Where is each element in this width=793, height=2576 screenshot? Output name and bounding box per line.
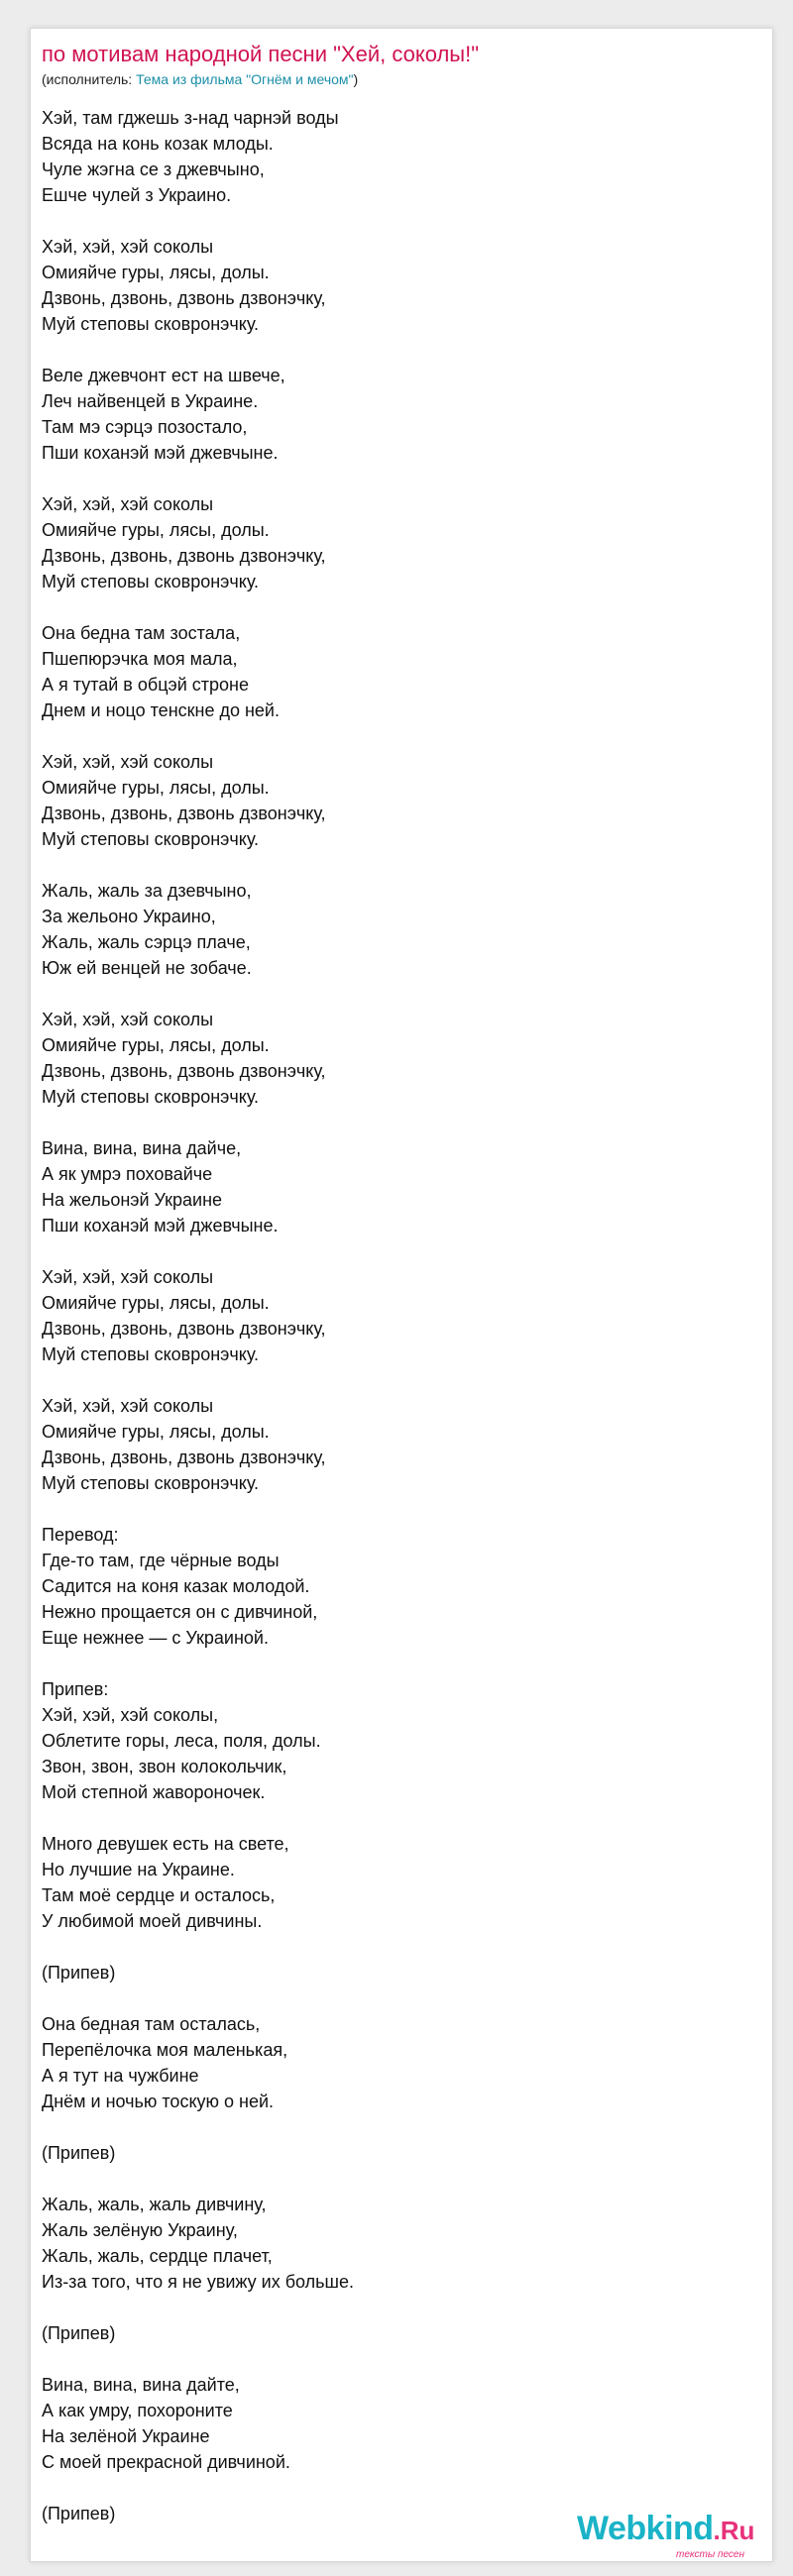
lyric-line: А я тутай в обцэй строне xyxy=(42,675,249,695)
lyric-line: Омияйче гуры, лясы, долы. xyxy=(42,263,270,282)
stanza-gap xyxy=(42,1805,736,1831)
lyric-line: С моей прекрасной дивчиной. xyxy=(42,2452,290,2472)
lyric-line: Еще нежнее — с Украиной. xyxy=(42,1628,269,1648)
lyric-line: Дзвонь, дзвонь, дзвонь дзвонэчку, xyxy=(42,1448,326,1467)
lyric-line: Мой степной жавороночек. xyxy=(42,1782,266,1802)
stanza-gap xyxy=(42,2346,736,2372)
lyric-line: Пши коханэй мэй джевчыне. xyxy=(42,1216,279,1235)
lyric-line: (Припев) xyxy=(42,2504,116,2523)
lyric-line: Муй степовы сковронэчку. xyxy=(42,1344,260,1364)
lyric-line: Муй степовы сковронэчку. xyxy=(42,829,260,849)
lyrics-text xyxy=(42,105,736,2526)
lyric-line: Жаль, жаль, жаль дивчину, xyxy=(42,2195,267,2214)
lyric-line: Из-за того, что я не увижу их больше. xyxy=(42,2272,354,2292)
lyric-line: (Припев) xyxy=(42,2323,116,2343)
stanza-gap xyxy=(42,981,736,1007)
stanza-gap xyxy=(42,1934,736,1960)
lyric-line: А я тут на чужбине xyxy=(42,2066,199,2086)
lyric-line: Облетите горы, леса, поля, долы. xyxy=(42,1731,321,1751)
lyric-line: Вина, вина, вина дайте, xyxy=(42,2375,240,2395)
lyric-line: Хэй, хэй, хэй соколы xyxy=(42,237,214,257)
stanza-gap xyxy=(42,466,736,491)
byline-suffix: ) xyxy=(353,71,359,87)
lyric-line: Много девушек есть на свете, xyxy=(42,1834,289,1854)
stanza-gap xyxy=(42,2114,736,2140)
stanza-gap xyxy=(42,1651,736,1676)
lyric-line: Леч найвенцей в Украине. xyxy=(42,391,259,411)
artist-byline xyxy=(42,71,358,87)
lyric-line: На жельонэй Украине xyxy=(42,1190,223,1210)
lyric-line: Но лучшие на Украине. xyxy=(42,1860,235,1879)
stanza-gap xyxy=(42,1986,736,2011)
lyric-line: Нежно прощается он с дивчиной, xyxy=(42,1602,318,1622)
lyric-line: Жаль, жаль за дзевчыно, xyxy=(42,881,252,901)
lyric-line: Хэй, хэй, хэй соколы, xyxy=(42,1705,219,1725)
lyric-line: У любимой моей дивчины. xyxy=(42,1911,263,1931)
lyric-line: Дзвонь, дзвонь, дзвонь дзвонэчку, xyxy=(42,288,326,308)
lyric-line: Хэй, хэй, хэй соколы xyxy=(42,1396,214,1416)
stanza-gap xyxy=(42,1238,736,1264)
stanza-gap xyxy=(42,208,736,234)
lyric-line: Хэй, хэй, хэй соколы xyxy=(42,494,214,514)
stanza-gap xyxy=(42,1367,736,1393)
webkind-logo[interactable] xyxy=(577,2510,755,2560)
lyric-line: Омияйче гуры, лясы, долы. xyxy=(42,778,270,798)
logo-tld: .Ru xyxy=(713,2516,755,2545)
lyric-line: (Припев) xyxy=(42,2143,116,2163)
lyric-line: Муй степовы сковронэчку. xyxy=(42,1473,260,1493)
lyric-line: Всяда на конь козак млоды. xyxy=(42,134,274,154)
lyric-line: Омияйче гуры, лясы, долы. xyxy=(42,1422,270,1442)
lyric-line: Хэй, хэй, хэй соколы xyxy=(42,752,214,772)
lyric-line: Дзвонь, дзвонь, дзвонь дзвонэчку, xyxy=(42,546,326,566)
stanza-gap xyxy=(42,2166,736,2192)
lyric-line: Омияйче гуры, лясы, долы. xyxy=(42,1035,270,1055)
byline-prefix: (исполнитель: xyxy=(42,71,137,87)
lyric-line: Жаль, жаль сэрцэ плаче, xyxy=(42,932,251,952)
lyric-line: Муй степовы сковронэчку. xyxy=(42,1087,260,1107)
lyric-line: Где-то там, где чёрные воды xyxy=(42,1551,280,1570)
lyric-line: Дзвонь, дзвонь, дзвонь дзвонэчку, xyxy=(42,1319,326,1339)
lyric-line: Омияйче гуры, лясы, долы. xyxy=(42,520,270,540)
lyric-line: За жельоно Украино, xyxy=(42,907,216,926)
lyric-line: А как умру, похороните xyxy=(42,2401,233,2420)
lyric-line: Веле джевчонт ест на швече, xyxy=(42,366,285,385)
stanza-gap xyxy=(42,337,736,363)
lyric-line: Она бедна там зостала, xyxy=(42,623,241,643)
lyric-line: Жаль зелёную Украину, xyxy=(42,2220,238,2240)
lyric-line: На зелёной Украине xyxy=(42,2426,210,2446)
lyric-line: Дзвонь, дзвонь, дзвонь дзвонэчку, xyxy=(42,1061,326,1081)
stanza-gap xyxy=(42,1496,736,1522)
lyric-line: Там моё сердце и осталось, xyxy=(42,1885,276,1905)
lyric-line: Омияйче гуры, лясы, долы. xyxy=(42,1293,270,1313)
stanza-gap xyxy=(42,594,736,620)
lyric-line: Днем и ноцо тенскне до ней. xyxy=(42,700,280,720)
artist-link[interactable]: Тема из фильма "Огнём и мечом" xyxy=(136,71,354,87)
page-title: по мотивам народной песни "Хей, соколы!" xyxy=(42,42,480,66)
lyric-line: Вина, вина, вина дайче, xyxy=(42,1138,242,1158)
lyric-line: Пшепюрэчка моя мала, xyxy=(42,649,238,669)
lyric-line: (Припев) xyxy=(42,1963,116,1983)
lyric-line: Чуле жэгна се з джевчыно, xyxy=(42,160,265,179)
lyric-line: Муй степовы сковронэчку. xyxy=(42,314,260,334)
lyric-line: Хэй, хэй, хэй соколы xyxy=(42,1010,214,1029)
lyric-line: Там мэ сэрцэ позостало, xyxy=(42,417,248,437)
lyric-line: Жаль, жаль, сердце плачет, xyxy=(42,2246,273,2266)
stanza-gap xyxy=(42,723,736,749)
lyric-line: Юж ей венцей не зобаче. xyxy=(42,958,252,978)
lyric-line: Муй степовы сковронэчку. xyxy=(42,572,260,591)
logo-brand: Webkind xyxy=(577,2510,714,2547)
lyric-line: Хэй, там гджешь з-над чарнэй воды xyxy=(42,108,339,128)
lyric-line: Звон, звон, звон колокольчик, xyxy=(42,1757,287,1776)
stanza-gap xyxy=(42,1110,736,1135)
lyric-line: Хэй, хэй, хэй соколы xyxy=(42,1267,214,1287)
stanza-gap xyxy=(42,2295,736,2320)
lyric-line: Перевод: xyxy=(42,1525,119,1545)
stanza-gap xyxy=(42,852,736,878)
lyric-line: А як умрэ поховайче xyxy=(42,1164,213,1184)
stanza-gap xyxy=(42,2475,736,2501)
lyric-line: Припев: xyxy=(42,1679,109,1699)
lyric-line: Днём и ночью тоскую о ней. xyxy=(42,2092,275,2111)
lyric-line: Пши коханэй мэй джевчыне. xyxy=(42,443,279,463)
lyric-line: Она бедная там осталась, xyxy=(42,2014,261,2034)
logo-tagline: тексты песен xyxy=(676,2549,744,2560)
lyric-line: Ешче чулей з Украино. xyxy=(42,185,232,205)
lyric-line: Дзвонь, дзвонь, дзвонь дзвонэчку, xyxy=(42,804,326,823)
lyric-line: Садится на коня казак молодой. xyxy=(42,1576,310,1596)
lyric-line: Перепёлочка моя маленькая, xyxy=(42,2040,288,2060)
